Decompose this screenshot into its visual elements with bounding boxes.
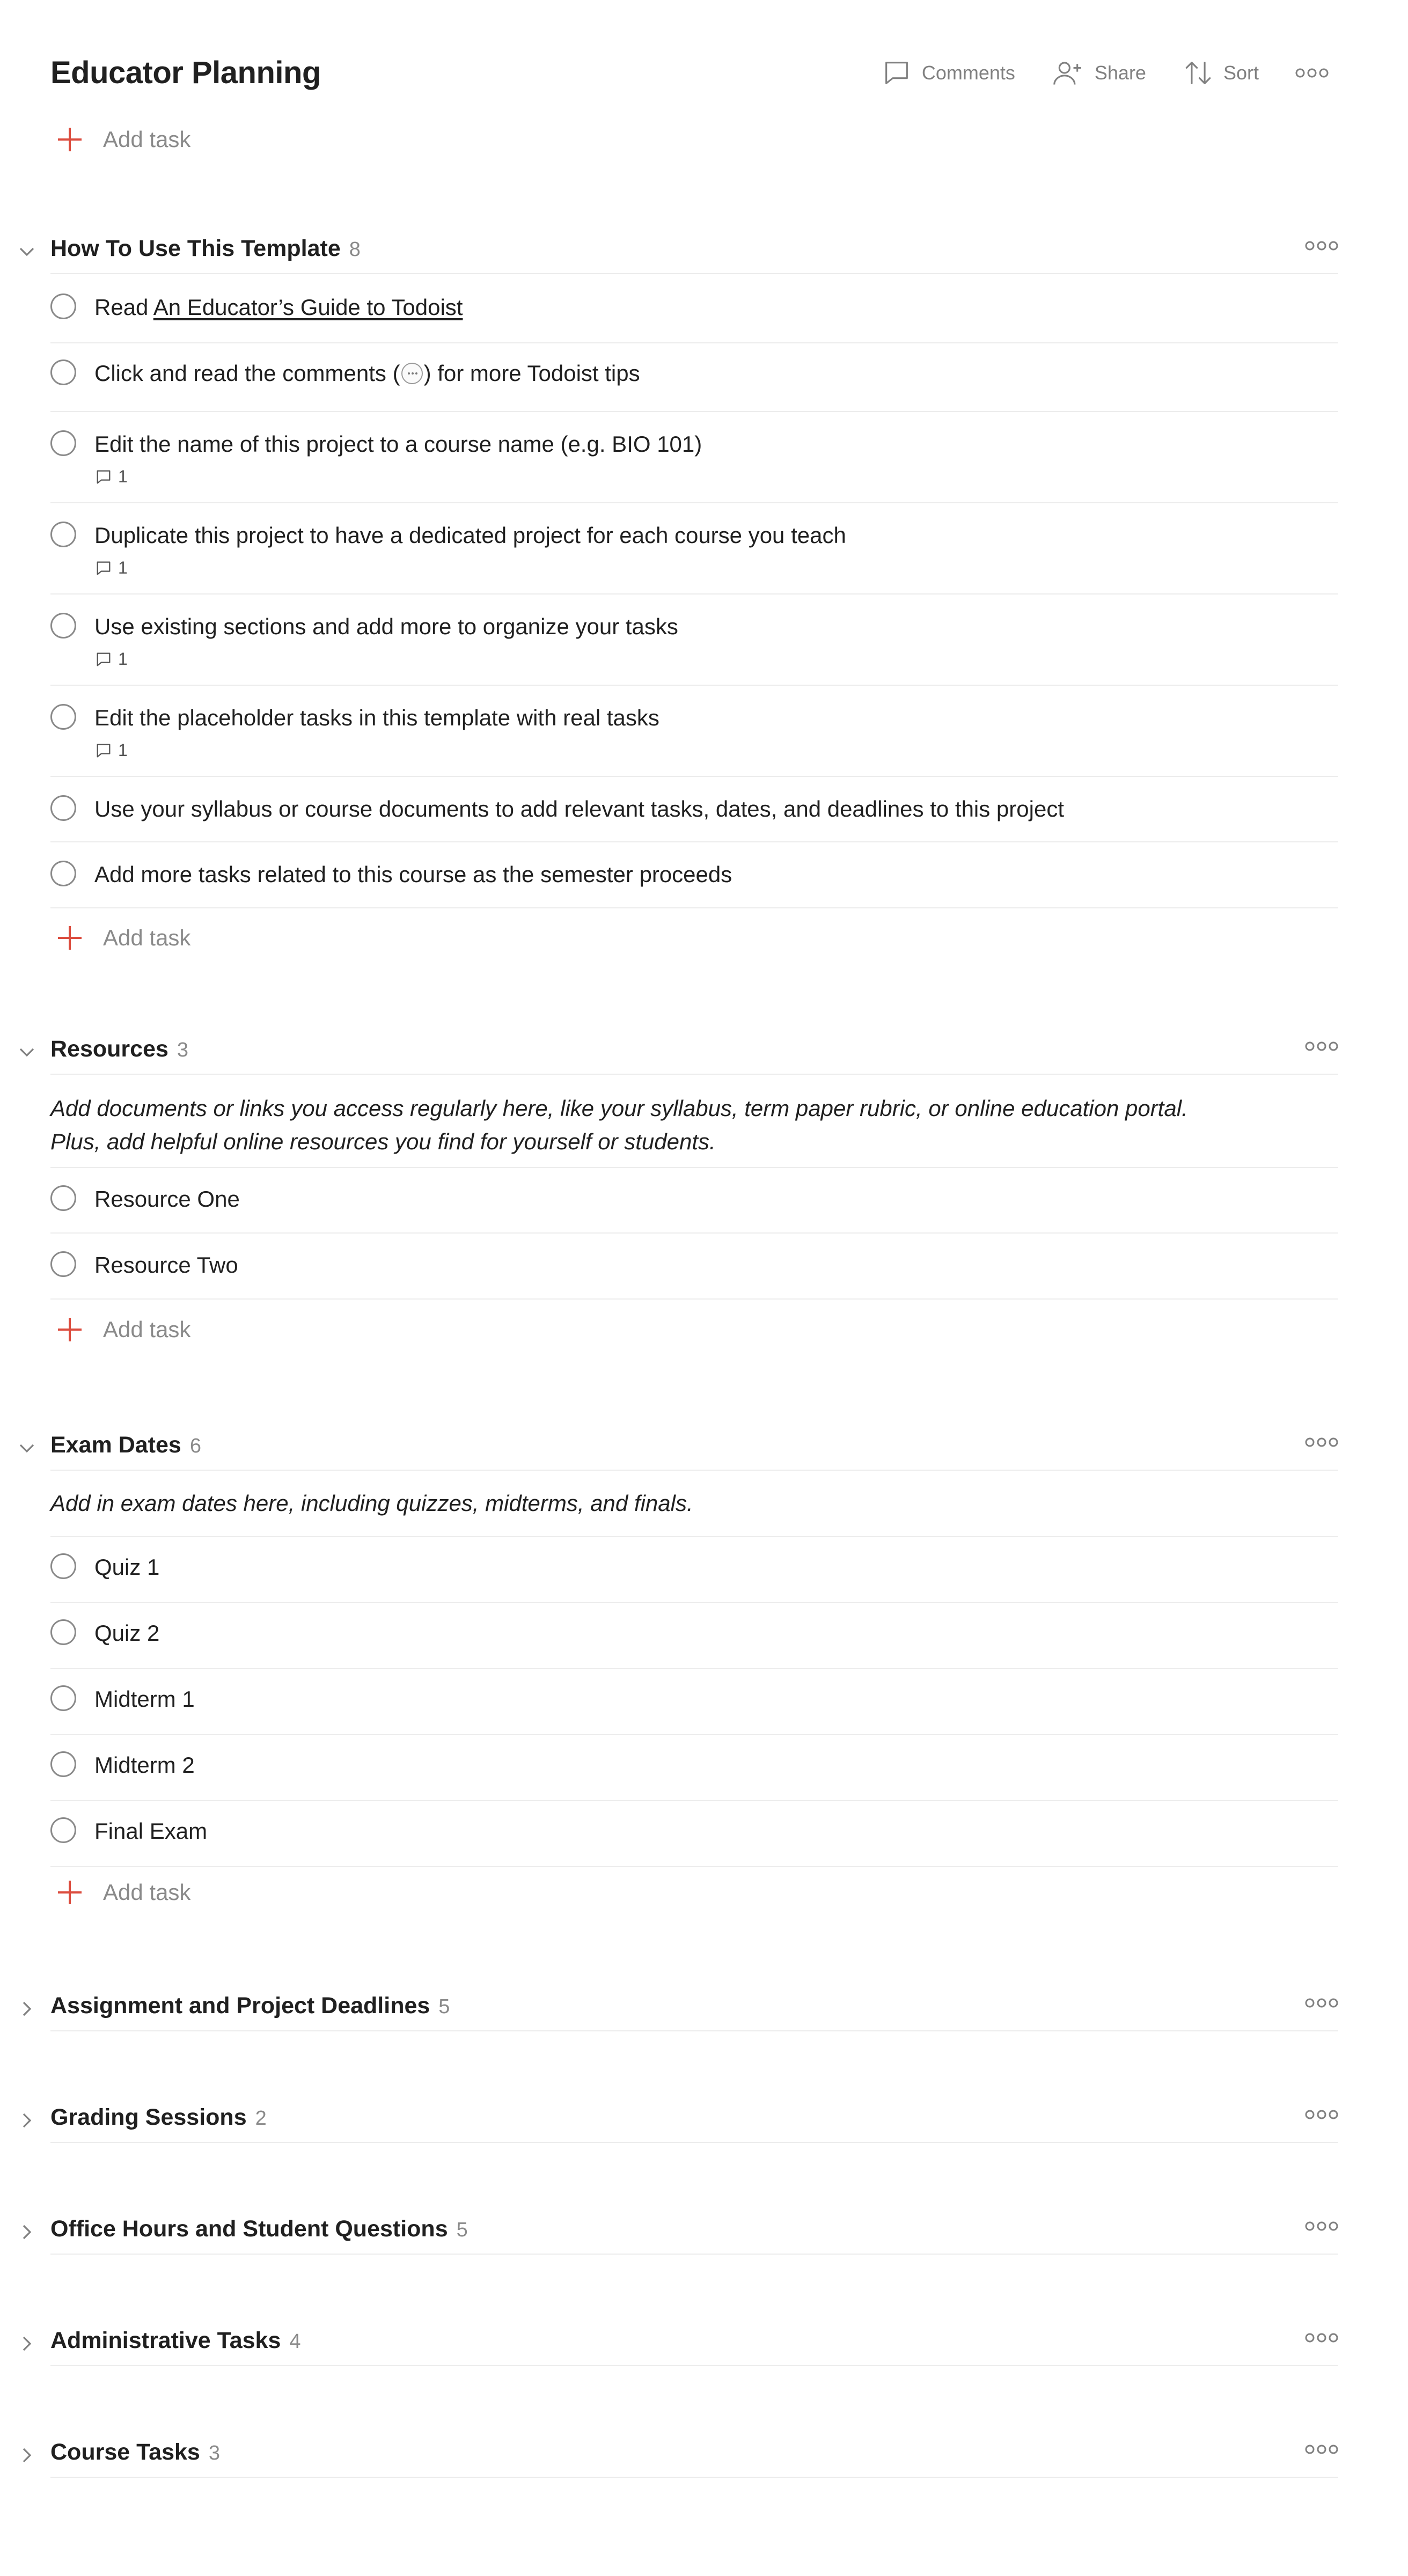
plus-icon (55, 1315, 85, 1345)
section-title[interactable] (50, 2439, 220, 2465)
task-checkbox[interactable] (50, 613, 76, 639)
chevron-right-icon[interactable] (16, 2110, 38, 2131)
add-task-label: Add task (103, 127, 191, 152)
task-text: Final Exam (94, 1818, 208, 1844)
divider (50, 1734, 1338, 1735)
add-task-button[interactable] (50, 121, 190, 158)
section-more-icon[interactable] (1305, 1040, 1338, 1052)
chevron-down-icon[interactable] (16, 1437, 38, 1459)
comment-count: 1 (118, 740, 128, 760)
task-checkbox[interactable] (50, 293, 76, 319)
task-text-after: ) for more Todoist tips (423, 361, 640, 386)
section-count: 3 (177, 1039, 189, 1061)
task-text (94, 358, 640, 388)
divider (50, 1298, 1338, 1300)
task-text: Midterm 1 (94, 1686, 195, 1712)
page-header (50, 52, 1338, 100)
chevron-right-icon[interactable] (16, 2333, 38, 2354)
divider (50, 1668, 1338, 1669)
chevron-right-icon[interactable] (16, 2221, 38, 2243)
task-checkbox[interactable] (50, 1619, 76, 1645)
add-task-label: Add task (103, 925, 191, 950)
task-text: Duplicate this project to have a dedicated project for each course you teach (94, 523, 846, 548)
section-more-icon[interactable] (1305, 1997, 1338, 2009)
divider (50, 2254, 1338, 2255)
comment-bubble-icon (401, 363, 423, 384)
task-text: Use existing sections and add more to organize your tasks (94, 614, 678, 639)
divider (50, 841, 1338, 842)
task-checkbox[interactable] (50, 1751, 76, 1777)
plus-icon (55, 1877, 85, 1907)
section-more-icon[interactable] (1305, 240, 1338, 252)
section-header-collapsed (0, 2206, 1408, 2255)
section-count: 5 (456, 2219, 468, 2241)
divider (50, 2142, 1338, 2143)
section-title-text: Assignment and Project Deadlines (50, 1993, 430, 2019)
task-checkbox[interactable] (50, 522, 76, 547)
comment-count: 1 (118, 558, 128, 577)
section-more-icon[interactable] (1305, 2443, 1338, 2455)
section-title-text: Resources (50, 1036, 168, 1062)
section-more-icon[interactable] (1305, 2332, 1338, 2344)
divider (50, 1470, 1338, 1471)
section-title-text: Course Tasks (50, 2439, 200, 2465)
plus-icon (55, 124, 85, 155)
divider (50, 1074, 1338, 1075)
comment-count: 1 (118, 467, 128, 486)
divider (50, 776, 1338, 777)
chevron-right-icon[interactable] (16, 1998, 38, 2020)
comments-button[interactable] (881, 57, 1015, 89)
divider (50, 685, 1338, 686)
task-text: Resource Two (94, 1252, 238, 1278)
task-text: Use your syllabus or course documents to add relevant tasks, dates, and deadlines to this project (94, 796, 1064, 821)
add-person-icon (1052, 57, 1085, 89)
description-line: Add documents or links you access regularly here, like your syllabus, term paper rubric, or online education portal. (50, 1096, 1188, 1121)
add-task-button[interactable] (50, 919, 190, 957)
divider (50, 2477, 1338, 2478)
add-task-button[interactable] (50, 1311, 190, 1348)
section-title-text: Grading Sessions (50, 2104, 247, 2130)
task-text: Quiz 2 (94, 1620, 160, 1646)
task-checkbox[interactable] (50, 1817, 76, 1843)
section-header-exam-dates (0, 1422, 1408, 1471)
task-text: Quiz 1 (94, 1554, 160, 1580)
task-text: Midterm 2 (94, 1752, 195, 1778)
divider (50, 1866, 1338, 1867)
comment-icon (94, 650, 113, 669)
section-description (50, 1092, 1338, 1158)
comment-icon (94, 742, 113, 760)
divider (50, 1167, 1338, 1168)
section-header-collapsed (0, 2430, 1408, 2478)
divider (50, 2365, 1338, 2366)
chevron-down-icon[interactable] (16, 241, 38, 262)
comments-label: Comments (921, 62, 1015, 84)
task-text (94, 292, 463, 322)
section-header-how-to (0, 226, 1408, 274)
section-title[interactable] (50, 2328, 301, 2354)
comment-count: 1 (118, 649, 128, 669)
task-comment-count[interactable] (94, 740, 128, 760)
divider (50, 411, 1338, 412)
description-line: Plus, add helpful online resources you find for yourself or students. (50, 1129, 716, 1154)
section-title[interactable] (50, 1993, 450, 2019)
section-count: 2 (255, 2107, 267, 2130)
share-button[interactable] (1052, 57, 1146, 89)
divider (50, 502, 1338, 503)
section-more-icon[interactable] (1305, 2220, 1338, 2232)
section-title[interactable] (50, 2216, 468, 2242)
add-task-label: Add task (103, 1317, 191, 1342)
task-text: Resource One (94, 1186, 240, 1212)
more-icon (1295, 67, 1329, 79)
comment-icon (881, 57, 912, 89)
page-title: Educator Planning (50, 55, 321, 90)
divider (50, 1232, 1338, 1234)
divider (50, 593, 1338, 595)
section-more-icon[interactable] (1305, 1436, 1338, 1448)
task-checkbox[interactable] (50, 1553, 76, 1579)
section-title-text: How To Use This Template (50, 236, 341, 261)
section-count: 6 (189, 1435, 201, 1457)
task-checkbox[interactable] (50, 795, 76, 821)
chevron-down-icon[interactable] (16, 1041, 38, 1063)
sort-icon (1183, 57, 1214, 89)
section-title[interactable] (50, 2104, 267, 2131)
comment-icon (94, 468, 113, 486)
divider (50, 1800, 1338, 1801)
comment-icon (94, 559, 113, 577)
task-text-before: Click and read the comments ( (94, 361, 400, 386)
share-label: Share (1094, 62, 1146, 84)
divider (50, 907, 1338, 908)
sort-button[interactable] (1183, 57, 1259, 89)
guide-link[interactable]: An Educator’s Guide to Todoist (153, 295, 463, 320)
add-task-button[interactable] (50, 1874, 190, 1911)
section-title-text: Administrative Tasks (50, 2328, 281, 2353)
section-title[interactable] (50, 1036, 188, 1062)
divider (50, 2030, 1338, 2031)
task-comment-count[interactable] (94, 467, 128, 487)
section-count: 5 (438, 1995, 450, 2018)
task-checkbox[interactable] (50, 704, 76, 730)
section-title-text: Exam Dates (50, 1432, 181, 1458)
project-more-button[interactable] (1295, 67, 1338, 79)
divider (50, 1536, 1338, 1537)
task-checkbox[interactable] (50, 1185, 76, 1211)
task-checkbox[interactable] (50, 861, 76, 886)
section-description: Add in exam dates here, including quizzes, midterms, and finals. (50, 1491, 693, 1516)
section-count: 4 (289, 2330, 301, 2353)
sort-label: Sort (1223, 62, 1259, 84)
section-title[interactable] (50, 236, 361, 262)
task-checkbox[interactable] (50, 430, 76, 456)
header-actions (845, 56, 1338, 90)
section-header-collapsed (0, 2095, 1408, 2143)
task-text: Edit the name of this project to a course name (e.g. BIO 101) (94, 431, 702, 457)
task-comment-count[interactable] (94, 649, 128, 669)
chevron-right-icon[interactable] (16, 2445, 38, 2466)
section-header-collapsed (0, 1983, 1408, 2031)
task-text-prefix: Read (94, 295, 153, 320)
task-checkbox[interactable] (50, 1685, 76, 1711)
section-more-icon[interactable] (1305, 2109, 1338, 2120)
divider (50, 1602, 1338, 1603)
section-count: 3 (208, 2442, 220, 2464)
plus-icon (55, 923, 85, 953)
section-title[interactable] (50, 1432, 201, 1458)
task-checkbox[interactable] (50, 1251, 76, 1277)
task-text: Edit the placeholder tasks in this template with real tasks (94, 705, 659, 730)
add-task-label: Add task (103, 1880, 191, 1905)
divider (50, 342, 1338, 343)
divider (50, 273, 1338, 274)
task-text: Add more tasks related to this course as the semester proceeds (94, 862, 732, 887)
task-comment-count[interactable] (94, 558, 128, 578)
section-header-resources (0, 1026, 1408, 1075)
section-count: 8 (349, 238, 361, 261)
section-header-collapsed (0, 2318, 1408, 2366)
section-title-text: Office Hours and Student Questions (50, 2216, 448, 2242)
task-checkbox[interactable] (50, 359, 76, 385)
